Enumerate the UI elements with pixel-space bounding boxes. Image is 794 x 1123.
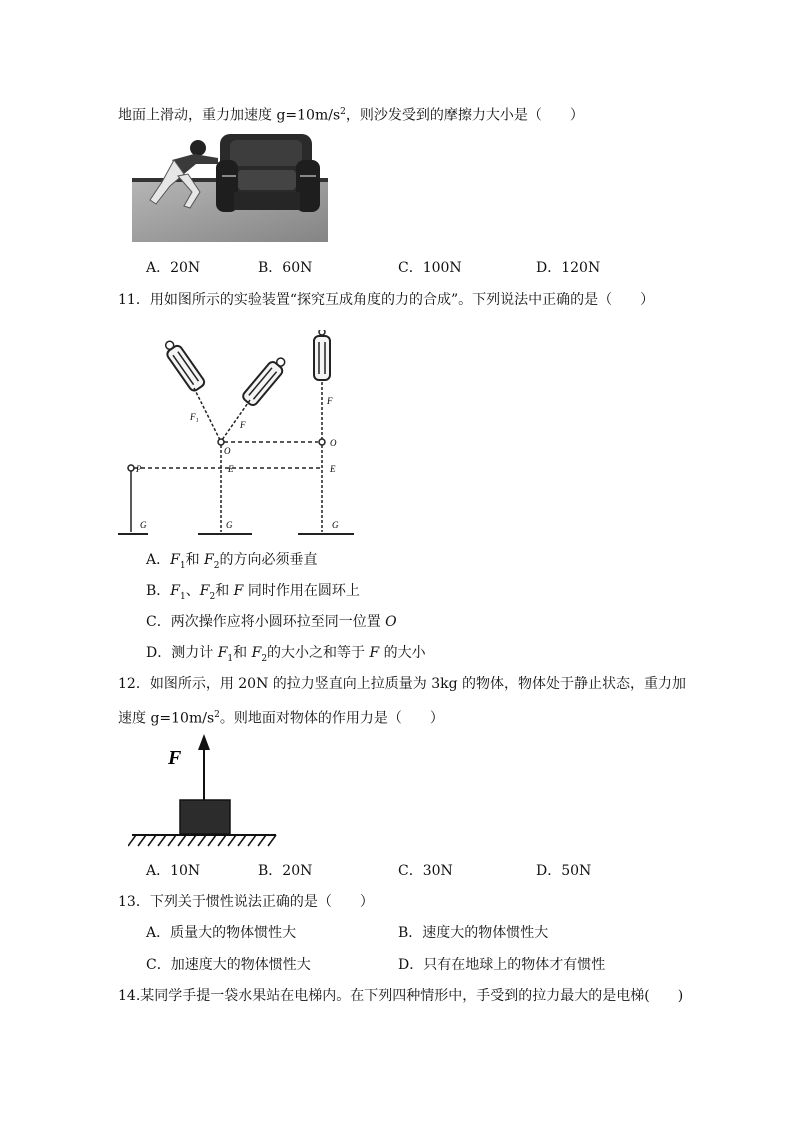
q11-option-b[interactable]: B．$F_1$、$F_2$和 F 同时作用在圆环上: [146, 583, 360, 602]
label-o2: O: [330, 438, 337, 448]
label-e2: E: [330, 464, 336, 474]
q11-option-a[interactable]: A．$F_1$和 $F_2$的方向必须垂直: [146, 552, 318, 571]
q11-option-c[interactable]: C．两次操作应将小圆环拉至同一位置 O: [146, 614, 397, 630]
block-force-diagram: [128, 732, 280, 854]
q11-option-d[interactable]: D．测力计 $F_1$和 $F_2$的大小之和等于 F 的大小: [146, 645, 426, 664]
label-f2: F: [240, 420, 246, 430]
label-p: P: [136, 464, 142, 474]
q12-option-c[interactable]: C．30N: [398, 863, 453, 879]
label-e1: E: [228, 464, 234, 474]
label-g3: G: [332, 520, 339, 530]
q11-stem: 11．用如图所示的实验装置“探究互成角度的力的合成”。下列说法中正确的是（ ）: [118, 292, 655, 308]
q10-option-c[interactable]: C．100N: [398, 260, 462, 276]
q10-option-b[interactable]: B．60N: [258, 260, 313, 276]
force-experiment-diagram: [118, 330, 362, 542]
q13-option-b[interactable]: B．速度大的物体惯性大: [398, 925, 549, 941]
q12-option-a[interactable]: A．10N: [146, 863, 201, 879]
q14-stem: 14.某同学手提一袋水果站在电梯内。在下列四种情形中，手受到的拉力最大的是电梯( ): [118, 988, 684, 1004]
label-force-f: F: [168, 747, 182, 769]
sofa-photo: [132, 130, 328, 242]
q12-stem-line1: 12．如图所示，用 20N 的拉力竖直向上拉质量为 3kg 的物体，物体处于静止状态，重力加: [118, 676, 687, 692]
q10-stem: 地面上滑动，重力加速度 $g=10m/s^2$，则沙发受到的摩擦力大小是（ ）: [118, 107, 584, 124]
label-o1: O: [224, 446, 231, 456]
q12-stem-line2: 速度 $g=10m/s^2$。则地面对物体的作用力是（ ）: [118, 710, 444, 727]
q13-option-d[interactable]: D．只有在地球上的物体才有惯性: [398, 957, 606, 973]
q12-option-d[interactable]: D．50N: [536, 863, 592, 879]
label-f: F: [327, 396, 333, 406]
q13-option-a[interactable]: A．质量大的物体惯性大: [146, 925, 297, 941]
q13-stem: 13．下列关于惯性说法正确的是（ ）: [118, 894, 374, 910]
label-g2: G: [226, 520, 233, 530]
q10-option-d[interactable]: D．120N: [536, 260, 601, 276]
label-f1: F₁: [190, 412, 199, 422]
q10-option-a[interactable]: A．20N: [146, 260, 201, 276]
label-g1: G: [140, 520, 147, 530]
q13-option-c[interactable]: C．加速度大的物体惯性大: [146, 957, 311, 973]
q12-option-b[interactable]: B．20N: [258, 863, 313, 879]
